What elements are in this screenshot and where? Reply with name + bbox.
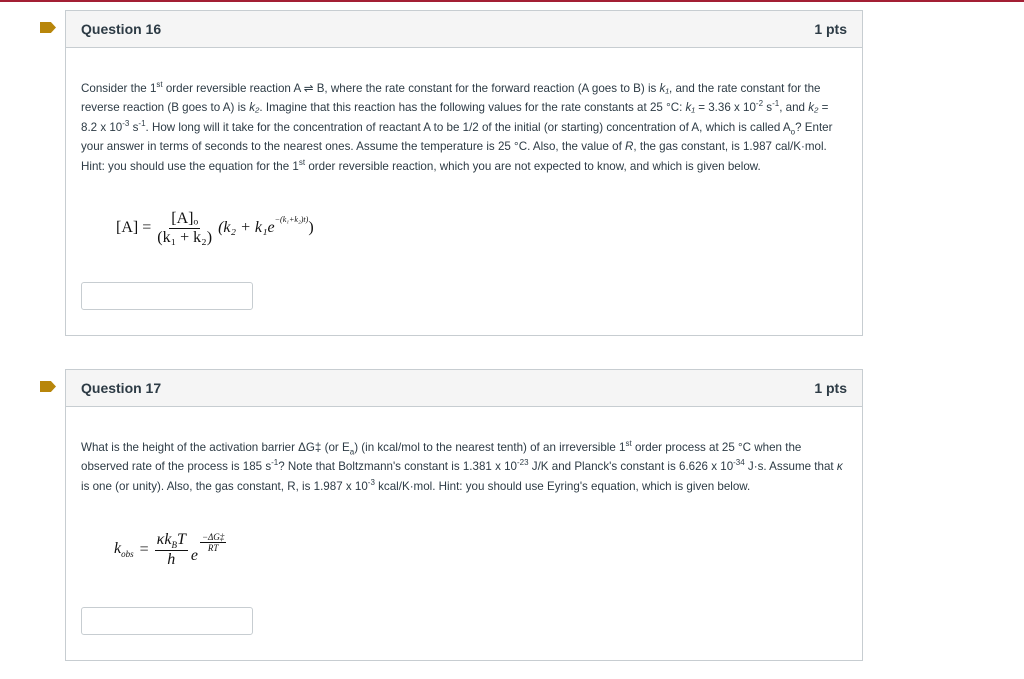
flag-icon[interactable]	[40, 381, 56, 392]
question-header	[66, 11, 862, 48]
equation-exponent: −(k₁+k₂)t)	[274, 214, 309, 224]
top-border-line	[0, 0, 1024, 2]
eyring-equation	[114, 522, 226, 578]
equation-exponent	[200, 532, 226, 553]
equation-lhs: $k_{obs}$	[114, 540, 134, 560]
equation-fraction	[155, 531, 188, 569]
equation-e: e	[190, 547, 198, 564]
equation-rhs: (k₂ + k₁e	[218, 219, 275, 236]
question-points: 1 pts	[814, 380, 847, 396]
question-text: Consider the 1st order reversible reaction A ⇌ B, where the rate constant for the forward reaction (A goes to B) is k₁, and the rate constant for the reverse reaction (B goes to A) is k₂. Imagine that this reaction has the following values for the rate constants at 25 °C: k₁ = 3.36 x $10^{-2}$ $s^{-1}$, and k₂ = 8.2 x $10^{-3}$ $s^{-1}$. How long will it take for the concentration of reactant A to be 1/2 of the initial (or starting) concentration of A, which is called $A_o$? Enter your answer in terms of seconds to the nearest ones. Assume the temperature is 25 °C. Also, the value of R, the gas constant, is 1.987 cal/K·mol. Hint: you should use the equation for the 1st order reversible reaction, which you are not expected to know, and which is given below.	[81, 80, 833, 173]
answer-input[interactable]	[81, 282, 253, 310]
question-17	[65, 369, 863, 661]
equation-equals: =	[139, 541, 149, 558]
equation-denominator: h	[167, 551, 176, 569]
equation-fraction	[155, 210, 214, 247]
answer-input[interactable]	[81, 607, 253, 635]
question-16	[65, 10, 863, 336]
equation-lhs: [A] =	[116, 219, 152, 236]
exponent-numerator: −ΔG‡	[201, 531, 225, 542]
equation-denominator: (k₁ + k₂)	[157, 228, 213, 246]
flag-icon[interactable]	[40, 22, 56, 33]
question-title: Question 17	[81, 380, 162, 396]
question-points: 1 pts	[814, 21, 847, 37]
equation-numerator: [A]ₒ	[171, 209, 199, 227]
rate-equation	[116, 203, 314, 253]
question-header	[66, 370, 862, 407]
exponent-denominator: RT	[207, 542, 219, 553]
equation-numerator: $\kappa k_BT$	[156, 530, 186, 551]
question-title: Question 16	[81, 21, 162, 37]
question-text: What is the height of the activation barrier ΔG‡ (or $E_a$) (in kcal/mol to the nearest tenth) of an irreversible 1st order process at 25 °C when the observed rate of the process is 185 $s^{-1}$? Note that Boltzmann's constant is 1.381 x $10^{-23}$ J/K and Planck's constant is 6.626 x $10^{-34}$ J·s. Assume that κ is one (or unity). Also, the gas constant, R, is 1.987 x $10^{-3}$ kcal/K·mol. Hint: you should use Eyring's equation, which is given below.	[81, 439, 843, 493]
equation-close: )	[308, 219, 314, 236]
